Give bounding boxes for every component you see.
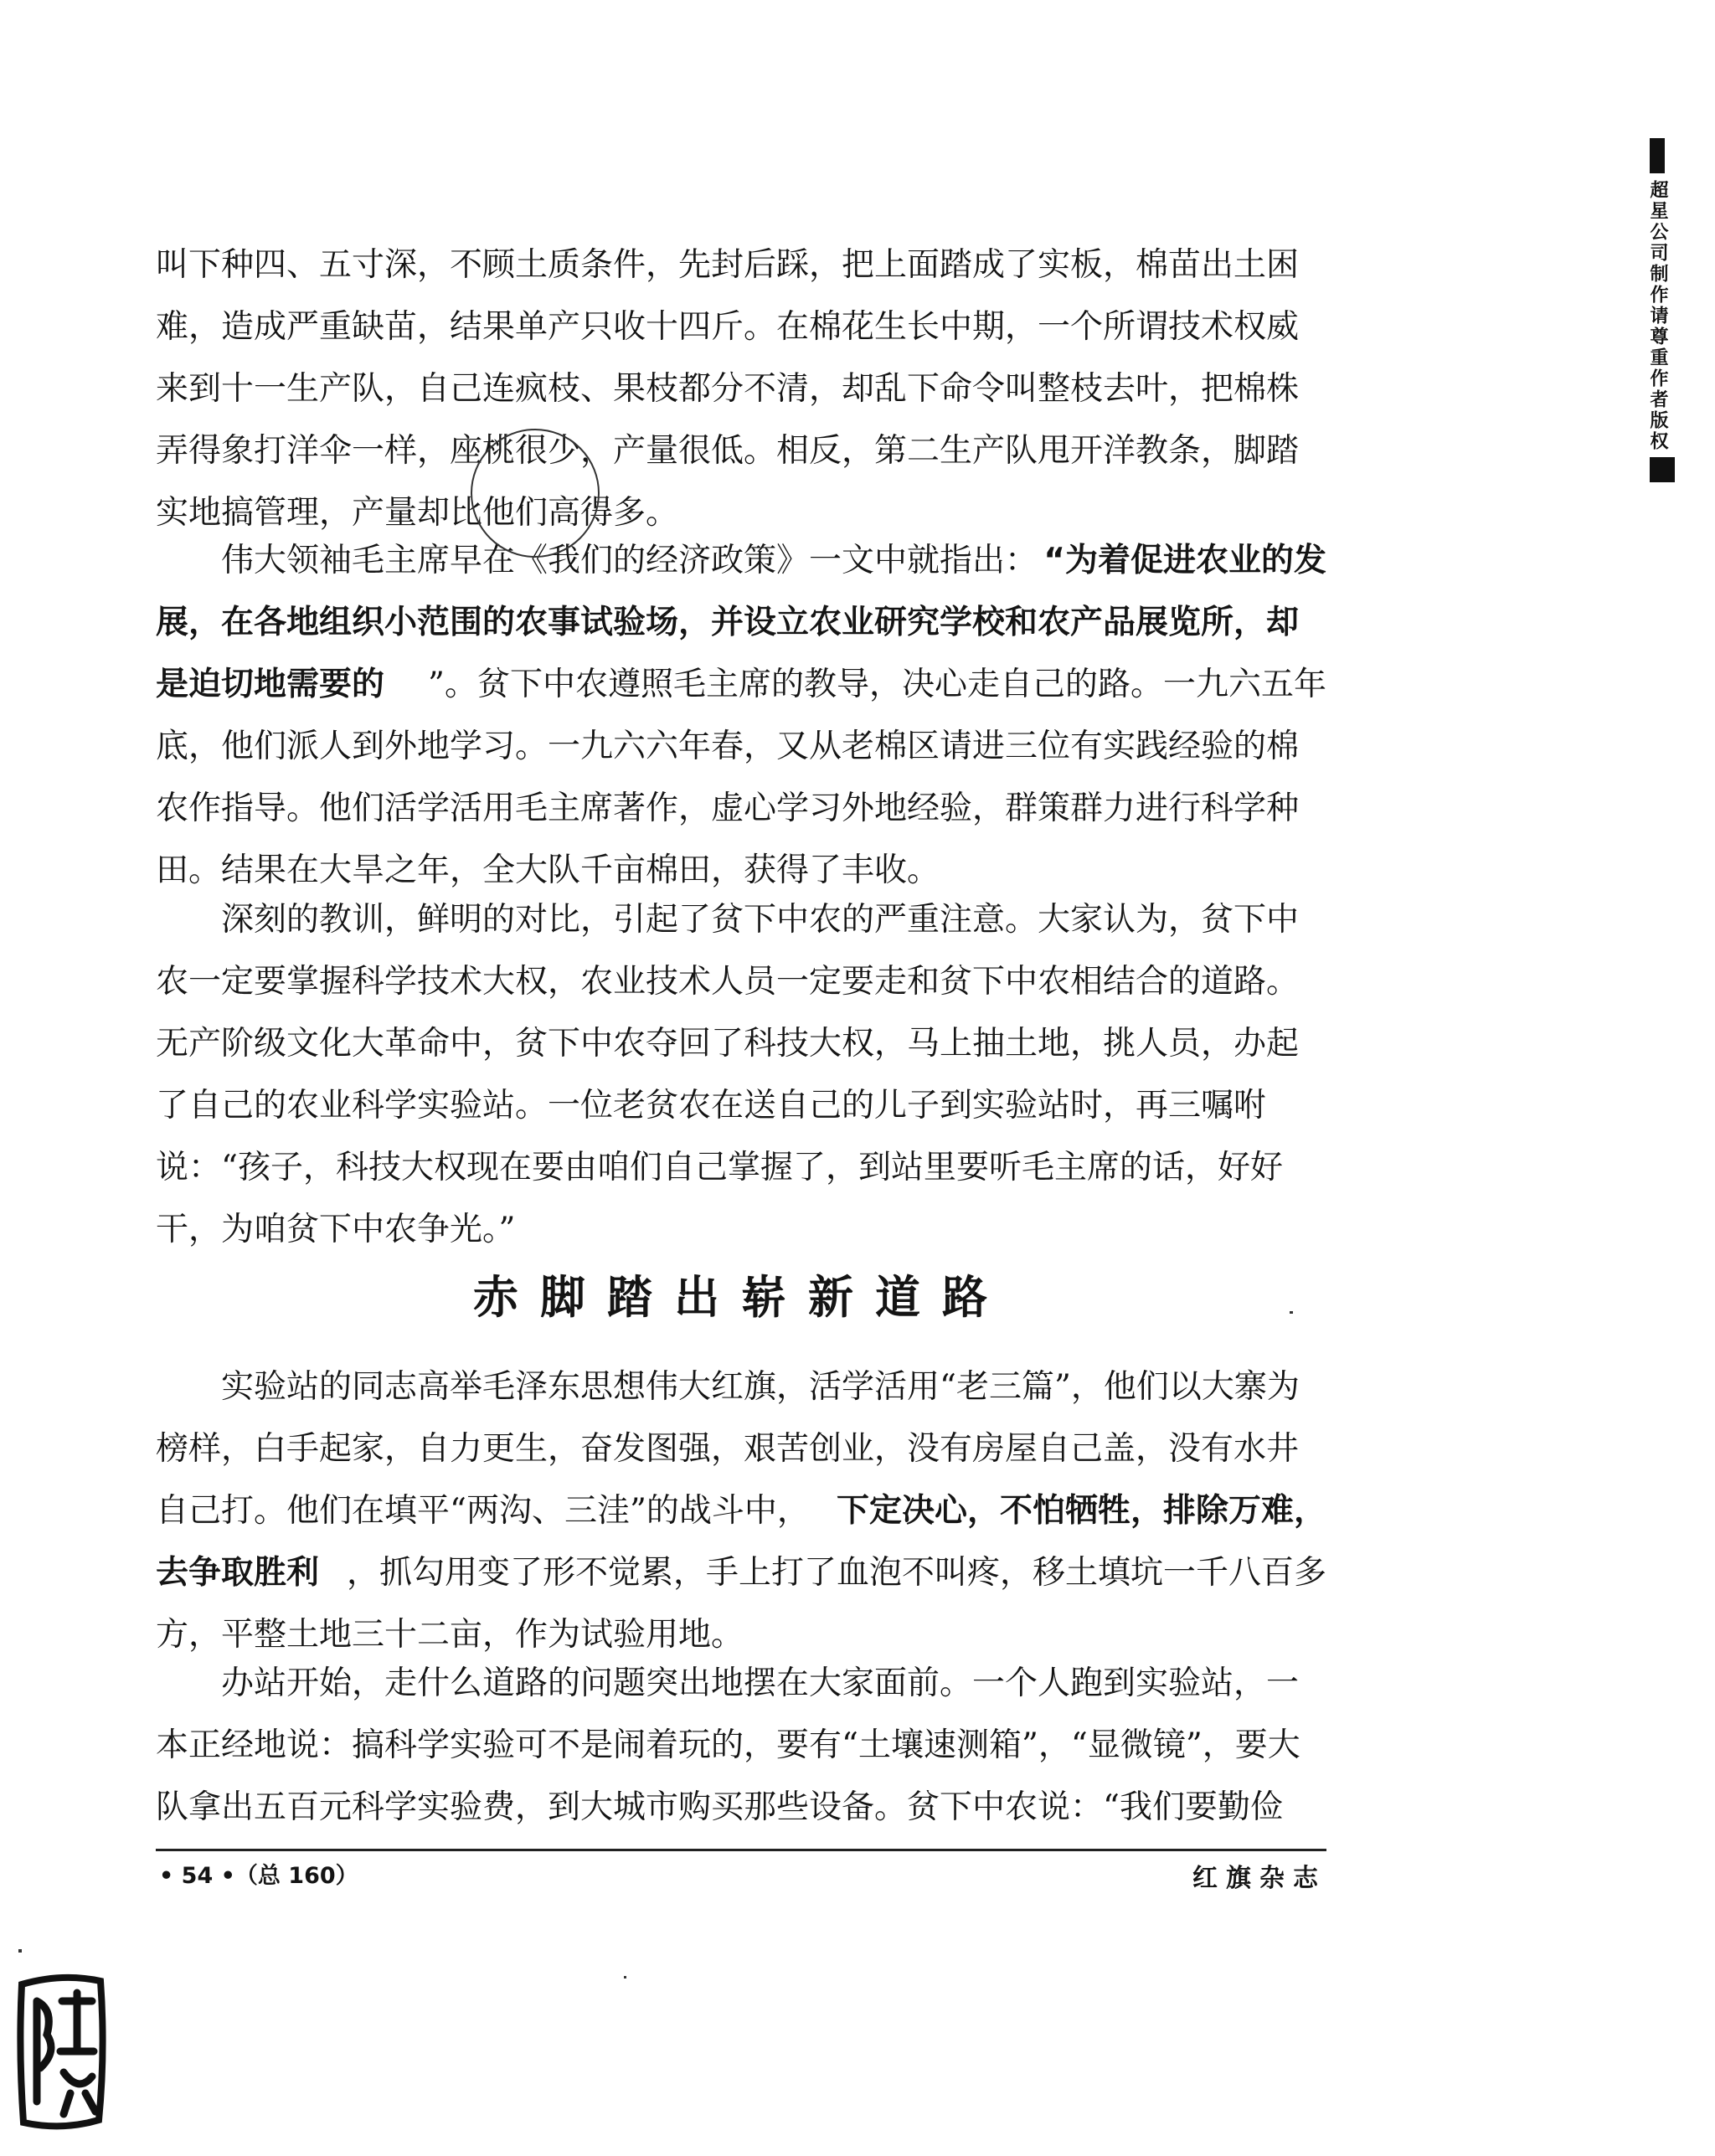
- scan-speck: [1290, 1311, 1293, 1314]
- publication-name: 红旗杂志: [1192, 1864, 1326, 1893]
- bold-quote: 展，在各地组织小范围的农事试验场，并设立农业研究学校和农产品展览所，却: [156, 604, 1300, 641]
- normal-text: 伟大领袖毛主席早在《我们的经济政策》一文中就指出：: [221, 542, 1038, 579]
- paragraph-4: [156, 1356, 1326, 1666]
- paragraph-5: [156, 1653, 1326, 1839]
- copyright-text: 超星公司制作请尊重作者版权: [1647, 180, 1668, 452]
- strip-marker-bottom: [1650, 457, 1675, 482]
- seal-stamp: [12, 1968, 112, 2135]
- paragraph-line: [156, 592, 1326, 654]
- paragraph-line: [156, 1542, 1326, 1604]
- bold-quote: “为着促进农业的发: [1043, 542, 1326, 579]
- paragraph-line: 无产阶级文化大革命中，贫下中农夺回了科技大权，马上抽土地，挑人员，办起: [156, 1025, 1300, 1063]
- paragraph-line: 底，他们派人到外地学习。一九六六年春，又从老棉区请进三位有实践经验的棉: [156, 728, 1300, 765]
- scan-speck: [18, 1949, 22, 1953]
- paragraph-line: 实验站的同志高举毛泽东思想伟大红旗，活学活用“老三篇”，他们以大寨为: [221, 1368, 1300, 1406]
- paragraph-1: [156, 234, 1326, 544]
- paragraph-line: 深刻的教训，鲜明的对比，引起了贫下中农的严重注意。大家认为，贫下中: [221, 901, 1300, 939]
- bold-quote: 是迫切地需要的: [156, 666, 385, 703]
- section-heading: 赤脚踏出崭新道路: [473, 1271, 1009, 1324]
- paragraph-line: 办站开始，走什么道路的问题突出地摆在大家面前。一个人跑到实验站，一: [221, 1665, 1300, 1702]
- paragraph-line: 干，为咱贫下中农争光。”: [156, 1211, 516, 1248]
- bold-quote: 下定决心，不怕牺牲，排除万难，: [836, 1492, 1326, 1530]
- paragraph-line: [156, 1480, 1326, 1542]
- paragraph-line: 农作指导。他们活学活用毛主席著作，虚心学习外地经验，群策群力进行科学种: [156, 790, 1300, 827]
- paragraph-2: [156, 530, 1326, 902]
- paragraph-line: 榜样，白手起家，自力更生，奋发图强，艰苦创业，没有房屋自己盖，没有水井: [156, 1430, 1300, 1468]
- page-number: • 54 •（总 160）: [159, 1863, 358, 1889]
- paragraph-3: [156, 889, 1326, 1261]
- paragraph-line: 农一定要掌握科学技术大权，农业技术人员一定要走和贫下中农相结合的道路。: [156, 963, 1300, 1001]
- circle-annotation: [471, 429, 600, 558]
- normal-text: ，抓勾用变了形不觉累，手上打了血泡不叫疼，移土填坑一千八百多: [346, 1554, 1326, 1592]
- paragraph-line: 说：“孩子，科技大权现在要由咱们自己掌握了，到站里要听毛主席的话，好好: [156, 1149, 1283, 1186]
- strip-marker-top: [1650, 138, 1665, 173]
- paragraph-line: 田。结果在大旱之年，全大队千亩棉田，获得了丰收。: [156, 852, 940, 889]
- paragraph-line: [156, 530, 1326, 592]
- paragraph-line: 实地搞管理，产量却比他们高得多。: [156, 494, 679, 532]
- paragraph-line: 来到十一生产队，自己连疯枝、果枝都分不清，却乱下命令叫整枝去叶，把棉株: [156, 370, 1300, 408]
- bold-quote: 去争取胜利: [156, 1554, 320, 1592]
- paragraph-line: 了自己的农业科学实验站。一位老贫农在送自己的儿子到实验站时，再三嘱咐: [156, 1087, 1267, 1124]
- paragraph-line: 队拿出五百元科学实验费，到大城市购买那些设备。贫下中农说：“我们要勤俭: [156, 1788, 1283, 1826]
- copyright-strip: [1645, 138, 1695, 482]
- paragraph-line: 难，造成严重缺苗，结果单产只收十四斤。在棉花生长中期，一个所谓技术权威: [156, 308, 1300, 346]
- paragraph-line: 叫下种四、五寸深，不顾土质条件，先封后踩，把上面踏成了实板，棉苗出土困: [156, 246, 1300, 284]
- normal-text: 自己打。他们在填平“两沟、三洼”的战斗中，: [156, 1492, 810, 1530]
- paragraph-line: 方，平整土地三十二亩，作为试验用地。: [156, 1616, 744, 1654]
- paragraph-line: [156, 654, 1326, 716]
- normal-text: ”。贫下中农遵照毛主席的教导，决心走自己的路。一九六五年: [428, 666, 1326, 703]
- paragraph-line: 弄得象打洋伞一样，座桃很少，产量很低。相反，第二生产队甩开洋教条，脚踏: [156, 432, 1300, 470]
- scan-speck: [624, 1976, 626, 1978]
- paragraph-line: 本正经地说：搞科学实验可不是闹着玩的，要有“土壤速测箱”，“显微镜”，要大: [156, 1726, 1300, 1764]
- footer-rule: [156, 1849, 1326, 1851]
